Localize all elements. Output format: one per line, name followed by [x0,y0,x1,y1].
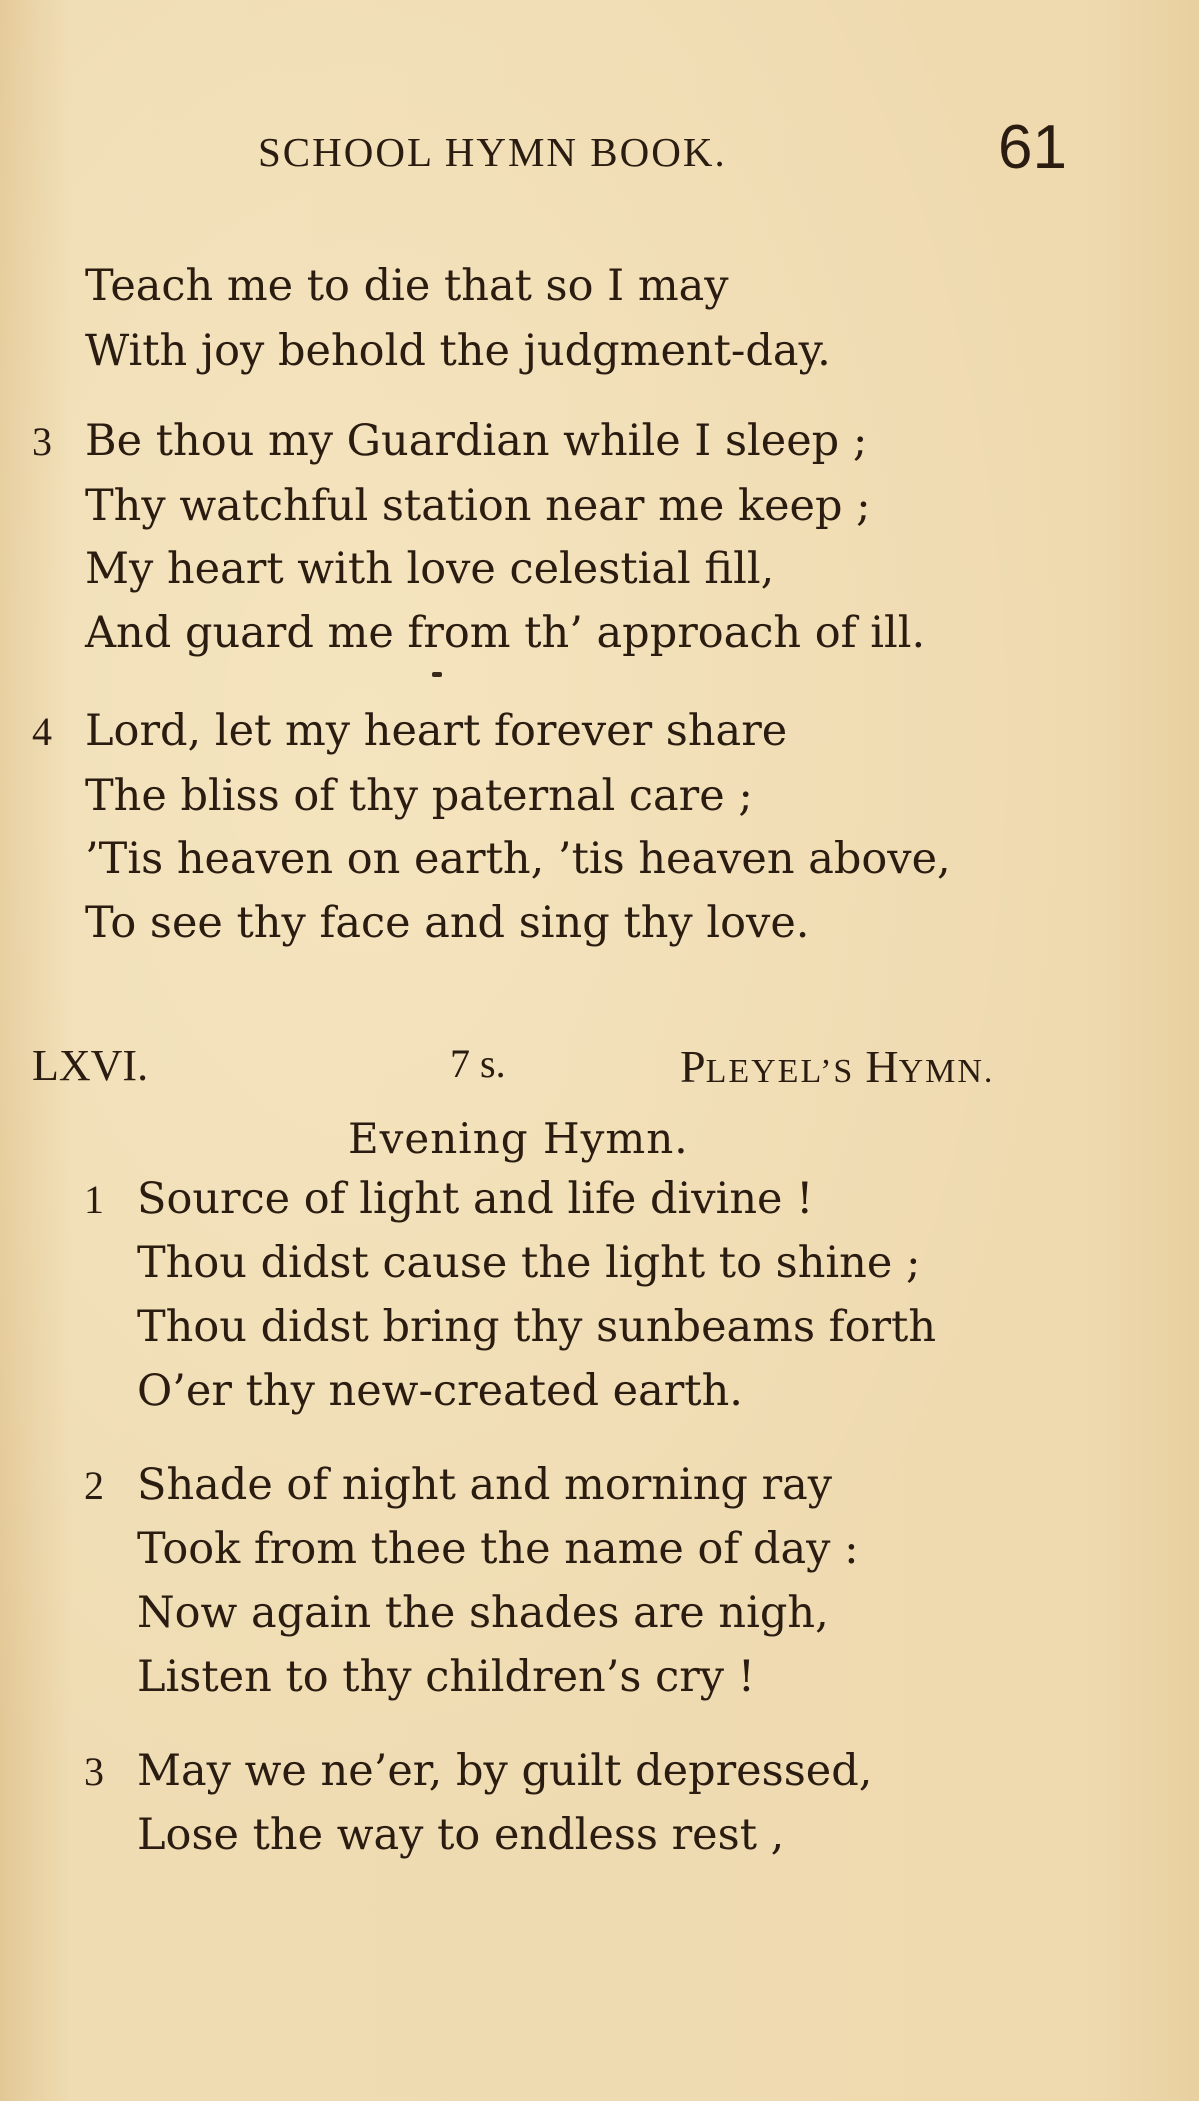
verse-line: Now again the shades are nigh, [137,1588,829,1638]
stanza-number: 4 [32,709,52,754]
hymn-number: LXVI. [32,1041,149,1090]
verse-line: Thy watchful station near me keep ; [85,481,871,531]
tune-name [680,1040,994,1093]
verse-line: Took from thee the name of day : [137,1524,859,1574]
stanza-number: 3 [32,419,52,464]
verse-line: Teach me to die that so I may [85,261,729,311]
tune-small-caps: LEYEL’S [705,1053,855,1090]
page-number: 61 [998,113,1067,182]
verse-line: ’Tis heaven on earth, ’tis heaven above, [85,834,951,884]
verse-line: Thou didst cause the light to shine ; [137,1238,921,1288]
hymn-title: Evening Hymn. [348,1114,689,1163]
verse-line: Thou didst bring thy sunbeams forth [137,1302,937,1352]
hymn-heading [32,1040,1072,1090]
stanza-number: 1 [84,1177,104,1222]
tune-small-caps: YMN. [898,1053,995,1090]
verse-line: Be thou my Guardian while I sleep ; [85,416,868,466]
ink-speck [432,672,442,677]
stanza-number: 3 [84,1749,104,1794]
verse-line: To see thy face and sing thy love. [85,898,810,948]
verse-line: My heart with love celestial fill, [85,544,775,594]
verse-line: Shade of night and morning ray [137,1460,833,1510]
verse-line: May we ne’er, by guilt depressed, [137,1746,873,1796]
stanza-number: 2 [84,1463,104,1508]
verse-line: Lord, let my heart forever share [85,706,788,756]
verse-line: The bliss of thy paternal care ; [85,771,753,821]
verse-line: O’er thy new-created earth. [137,1366,743,1416]
tune-initial: P [680,1041,706,1092]
verse-line: Source of light and life divine ! [137,1174,814,1224]
verse-line: Lose the way to endless rest , [137,1810,785,1860]
verse-line: Listen to thy children’s cry ! [137,1652,756,1702]
verse-line: With joy behold the judgment-day. [85,326,831,376]
running-head: SCHOOL HYMN BOOK. [258,129,727,175]
tune-initial: H [865,1041,899,1092]
verse-line: And guard me from th’ approach of ill. [85,608,926,658]
hymn-meter: 7 s. [450,1041,506,1086]
